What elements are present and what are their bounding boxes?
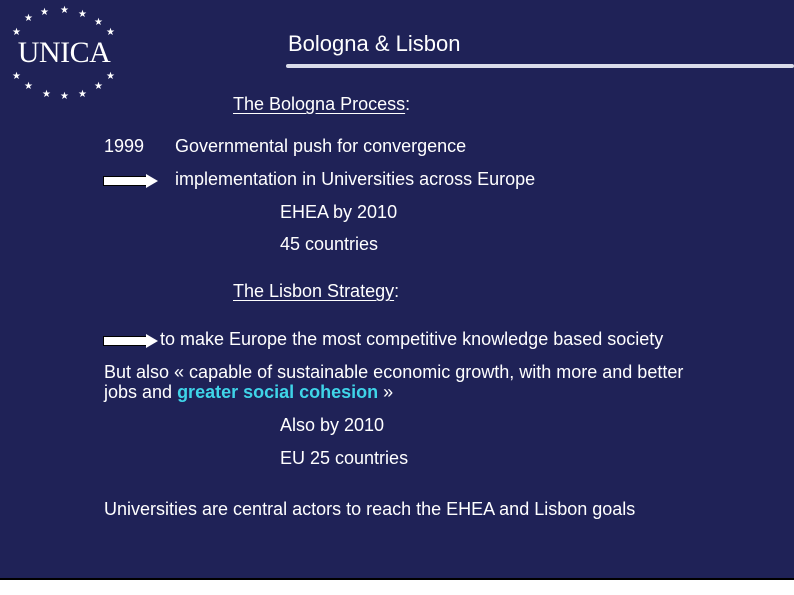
star-icon: ★ <box>12 27 21 38</box>
lisbon-line-also-2010: Also by 2010 <box>280 415 385 435</box>
bologna-heading-row <box>233 94 410 114</box>
right-arrow-icon <box>103 174 159 188</box>
conclusion-text: Universities are central actors to reach the EHEA and Lisbon goals <box>104 499 636 519</box>
title-underline-rule <box>286 64 794 68</box>
star-icon: ★ <box>60 5 69 16</box>
star-icon: ★ <box>24 81 33 92</box>
bologna-heading: The Bologna Process <box>233 94 406 114</box>
logo-wordmark: UNICA <box>17 36 111 69</box>
bologna-heading-colon: : <box>405 94 411 114</box>
unica-logo <box>8 6 120 104</box>
star-icon: ★ <box>12 71 21 82</box>
slide-title: Bologna & Lisbon <box>288 31 461 56</box>
star-icon: ★ <box>42 89 51 100</box>
bologna-line-governmental-push: Governmental push for convergence <box>175 136 467 156</box>
star-icon: ★ <box>40 7 49 18</box>
lisbon-line-competitive: to make Europe the most competitive knowledge based society <box>160 329 664 349</box>
bologna-line-ehea: EHEA by 2010 <box>280 202 398 222</box>
bottom-strip <box>0 578 794 595</box>
star-icon: ★ <box>106 71 115 82</box>
bologna-line-countries: 45 countries <box>280 234 379 254</box>
star-icon: ★ <box>60 91 69 102</box>
star-icon: ★ <box>24 13 33 24</box>
highlight-social-cohesion: greater social cohesion <box>177 382 379 402</box>
star-icon: ★ <box>78 9 87 20</box>
star-icon: ★ <box>78 89 87 100</box>
lisbon-heading-row <box>233 281 399 301</box>
bologna-line-implementation: implementation in Universities across Europe <box>175 169 536 189</box>
lisbon-line-eu-countries: EU 25 countries <box>280 448 409 468</box>
lisbon-heading: The Lisbon Strategy <box>233 281 395 301</box>
star-icon: ★ <box>94 81 103 92</box>
lisbon-quote-line1: But also « capable of sustainable economic growth, with more and better <box>104 362 684 382</box>
bologna-year: 1999 <box>104 136 145 156</box>
lisbon-heading-colon: : <box>394 281 400 301</box>
lisbon-quote-text: jobs and <box>104 382 178 402</box>
lisbon-quote-close: » <box>378 382 394 402</box>
right-arrow-icon <box>103 334 159 348</box>
lisbon-quote-line2 <box>104 382 393 402</box>
star-icon: ★ <box>106 27 115 38</box>
star-icon: ★ <box>94 17 103 28</box>
